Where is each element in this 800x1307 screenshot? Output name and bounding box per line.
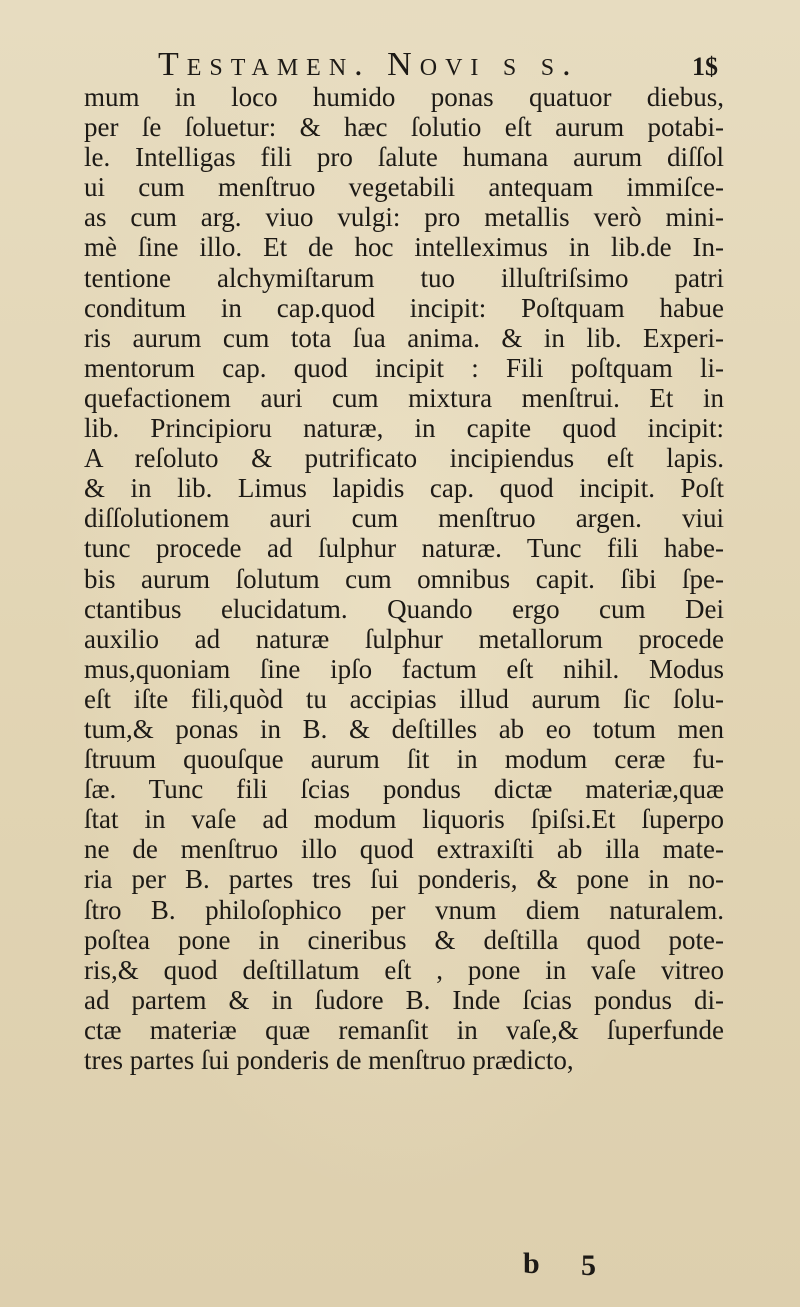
text-line: ris,& quod deſtillatum eſt , pone in vaſe vitreo [84, 954, 724, 985]
text-line: lib. Principioru naturæ, in capite quod incipit: [84, 413, 724, 444]
text-line: ria per B. partes tres ſui ponderis, & pone in no- [84, 864, 724, 895]
text-line: poſtea pone in cineribus & deſtilla quod pote- [84, 924, 724, 955]
text-line: mus,quoniam ſine ipſo factum eſt nihil. Modus [84, 653, 724, 684]
text-line: ſtat in vaſe ad modum liquoris ſpiſsi.Et ſuperpo [84, 804, 724, 835]
text-line: quefactionem auri cum mixtura menſtrui. Et in [84, 382, 724, 413]
text-line: diſſolutionem auri cum menſtruo argen. viui [84, 503, 724, 534]
text-line: ne de menſtruo illo quod extraxiſti ab illa mate- [84, 834, 724, 865]
text-line: ſtro B. philoſophico per vnum diem naturalem. [84, 894, 724, 925]
text-line: tres partes ſui ponderis de menſtruo prædicto, [84, 1045, 574, 1075]
text-line: ui cum menſtruo vegetabili antequam immiſce- [84, 172, 724, 203]
text-line: as cum arg. viuo vulgi: pro metallis verò mini- [84, 202, 724, 233]
signature-mark: b [523, 1247, 540, 1280]
text-line: le. Intelligas fili pro ſalute humana aurum diſſol [84, 142, 724, 173]
text-line: mentorum cap. quod incipit : Fili poſtquam li- [84, 352, 724, 383]
text-line: ctantibus elucidatum. Quando ergo cum Dei [84, 593, 724, 624]
text-line: ris aurum cum tota ſua anima. & in lib. Experi- [84, 322, 724, 353]
text-line: ad partem & in ſudore B. Inde ſcias pondus di- [84, 984, 724, 1015]
text-line: ctæ materiæ quæ remanſit in vaſe,& ſuperfunde [84, 1014, 724, 1045]
running-head: Testamen. Novi s s. [158, 46, 579, 83]
text-line: tentione alchymiſtarum tuo illuſtriſsimo patri [84, 262, 724, 293]
text-line: conditum in cap.quod incipit: Poſtquam habue [84, 292, 724, 323]
page-number: 1$ [692, 52, 718, 81]
text-line: tum,& ponas in B. & deſtilles ab eo totum men [84, 713, 724, 744]
text-line: tunc procede ad ſulphur naturæ. Tunc fili habe- [84, 533, 724, 564]
text-line: & in lib. Limus lapidis cap. quod incipit. Poſt [84, 473, 724, 504]
text-line: auxilio ad naturæ ſulphur metallorum procede [84, 623, 724, 654]
text-line: ſæ. Tunc fili ſcias pondus dictæ materiæ,quæ [84, 774, 724, 805]
text-line: eſt iſte fili,quòd tu accipias illud aurum ſic ſolu- [84, 683, 724, 714]
catchword: 5 [581, 1249, 596, 1282]
text-line: mè ſine illo. Et de hoc intelleximus in lib.de In- [84, 232, 724, 263]
text-line: per ſe ſoluetur: & hæc ſolutio eſt aurum potabi- [84, 112, 724, 143]
text-line: bis aurum ſolutum cum omnibus capit. ſibi ſpe- [84, 563, 724, 594]
body-text [84, 82, 724, 1075]
text-line: mum in loco humido ponas quatuor diebus, [84, 82, 724, 112]
text-line: ſtruum quouſque aurum ſit in modum ceræ fu- [84, 744, 724, 775]
text-line: A reſoluto & putrificato incipiendus eſt lapis. [84, 443, 724, 474]
